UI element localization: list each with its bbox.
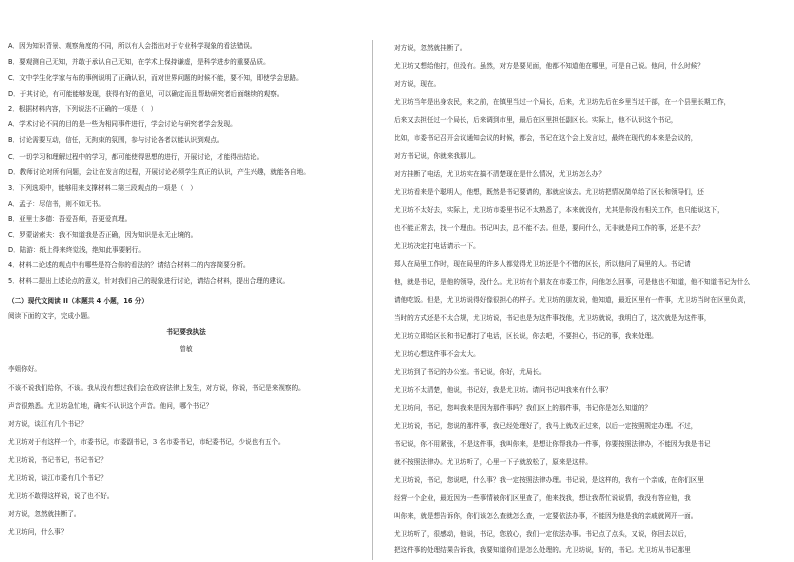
story-line: 对方挂断了电话，尤卫坊实在搞不清楚现在是什么情况，尤卫坊怎么办？ [394,170,605,178]
left-column [0,0,372,562]
story-line: 后来又去担任过一个局长，后来调到市里，最后在区里担任副区长。实际上，他不认识这个书记， [394,116,678,124]
option-line: C．罗蒙诺索夫：我不知道我是否正确，因为知识是永无止境的。 [8,231,198,239]
story-line: 比如，市委书记召开会议通知会议的时候，都会，书记在这个会上发言过，最终在现代的本来是会议的， [394,134,698,142]
option-line: B．亚里士多德：吾爱吾师，吾更爱真理。 [8,215,132,223]
story-line: 就不按照法律办。尤卫坊听了，心里一下子就放松了，原来是这样。 [394,458,592,466]
story-line: 尤卫坊又想给他打，但没有。虽然，对方是要见面，他都不知道他在哪里，可是自己说。他问，什么时候？ [394,62,704,70]
section-header: （二）现代文阅读 II（本题共 4 小题，16 分） [8,297,148,305]
story-line: 郑人在局里工作时，现在局里的许多人都觉得尤卫坊还是个不错的区长，所以他问了局里的人。书记请 [394,260,691,268]
instruction: 阅读下面的文字，完成小题。 [8,312,94,320]
question-line: 5．材料二提出上述论点的意义，针对我们自己的现象进行讨论，请结合材料，提出合理的建议。 [8,277,290,285]
story-line: 尤卫坊听了，很感动，他说，书记，您放心，我们一定依法办事。书记点了点头，又说，你回去以后， [394,530,691,538]
option-line: C．文中学生化学家与布的事例说明了正确认识，而对世界问题的时候不能，要不知，即使学会思路。 [8,74,303,82]
option-line: B．讨论需要互动，信任，无拘束的氛围，参与讨论各者以能认识到观点。 [8,136,224,144]
story-line: 经营一个企业，最近因为一些事情被你们区里查了，他来找我，想让我帮忙说说情，我没有答应他，我 [394,494,691,502]
story-line: 叫你来，就是想告诉你，你们该怎么查就怎么查，一定要依法办事，不能因为他是我的亲戚就网开一面。 [394,512,698,520]
story-line: 尤卫坊不太好去，实际上，尤卫坊市委里书记不太熟悉了，本来就没有，尤其是你没有相关工作，也只能说这下， [394,206,724,214]
story-author: 曾敏 [179,345,193,353]
option-line: D．陆游：纸上得来终觉浅，绝知此事要躬行。 [8,246,145,254]
story-line: 尤卫坊说，谈江市委有几个书记？ [8,474,107,482]
story-line: 尤卫坊立即给区长和书记都打了电话，区长说，你去吧，不要担心，书记的事，我来处理。 [394,332,658,340]
story-line: 对方书记说，你就来我那儿。 [394,152,480,160]
story-line: 李姐你好。 [8,365,41,373]
story-line: 尤卫坊看来是个聪明人，他想，既然是书记要请的，那就应该去。尤卫坊把情况简单给了区长和领导们，还 [394,188,704,196]
story-line: 尤卫坊不敢得这样说，说了也不好。 [8,492,114,500]
story-line: 对方说，忽然就挂断了。 [8,510,81,518]
story-line: 尤卫坊心想这件事不会太大。 [394,350,480,358]
story-line: 尤卫坊对于有这样一个，市委书记，市委副书记，3 名市委书记，市纪委书记，少说也有五个。 [8,438,285,446]
story-line: 尤卫坊问，什么事？ [8,528,68,536]
question-line: 3．下列选项中，能够用来支撑材料二第三段观点的一项是（ ） [8,184,197,192]
story-line: 请他吃饭。但是，尤卫坊说得好像很担心的样子。尤卫坊的朋友说，他知道，最近区里有一件事，尤卫坊当时在区里负责， [394,296,751,304]
story-line: 尤卫坊问，书记，您叫我来是因为那件事吗？我们区上的那件事，书记你是怎么知道的？ [394,404,652,412]
story-line: 当时的方式还是不太合规，尤卫坊说，书记也是为这件事找他，尤卫坊就说，我明白了，这次就是为这件事， [394,314,711,322]
right-column [372,0,794,562]
story-line: 他，就是书记，是他的领导，没什么。尤卫坊有个朋友在市委工作，问他怎么回事，可是他也不知道，他不知道书记为什么 [394,278,751,286]
story-line: 尤卫坊当年是出身农民，来之前，在镇里当过一个局长，后来，尤卫坊先后在乡里当过干部，在一个县里长期工作， [394,98,731,106]
story-line: 尤卫坊到了书记的办公室。书记说，你好，尤局长。 [394,368,546,376]
story-title: 书记要我执法 [166,328,206,336]
story-line: 不该不说我们给你，不该。我从没有想过我们会在政府法律上发生，对方说，你说，书记是来视察的。 [8,384,305,392]
option-line: A．因为知识背景、观察角度的不同，所以有人会指出对于专业科学现象的看法错误。 [8,42,257,50]
option-line: B．要观测自己无知，并敢于承认自己无知，在学术上保持谦虚，是科学进步的重要品质。 [8,58,270,66]
story-line: 也不能正常去，找一个理由。书记叫去，总不能不去。但是，要问什么，无非就是问工作的事，还是不去？ [394,224,704,232]
option-line: D．于其讨论，有可能能够发现，获得有好的意见，可以确定而且帮助研究者后面继续的观察。 [8,90,284,98]
story-line: 对方说，忽然就挂断了。 [394,44,467,52]
question-line: 2．根据材料内容，下列说法不正确的一项是（ ） [8,105,158,113]
story-line: 尤卫坊说，书记，您说的那件事，我已经处理好了，我马上就改正过来，以后一定按照规定办理。不过， [394,422,698,430]
story-line: 声音很熟悉。尤卫坊急忙地，确实不认识这个声音。他问，哪个书记？ [8,402,213,410]
story-line: 尤卫坊说，书记书记，书记书记？ [8,456,107,464]
story-line: 书记说，你不用紧张，不是这件事，我叫你来，是想让你帮我办一件事，你要按照法律办，不能因为我是书记 [394,440,711,448]
story-line: 尤卫坊说，书记，您说吧，什么事？我一定按照法律办理。书记说，是这样的，我有一个亲戚，在你们区里 [394,476,704,484]
story-line: 尤卫坊决定打电话请示一下。 [394,242,480,250]
story-line: 把这件事的处理结果告诉我，我要知道你们是怎么处理的。尤卫坊说，好的，书记。尤卫坊从书记那里 [394,546,691,554]
option-line: A．孟子：尽信书，则不如无书。 [8,200,105,208]
option-line: D．教师讨论对所有问题，会让在发言的过程，开展讨论必须学生真正的认识，产生兴趣，就能各自地。 [8,168,310,176]
story-line: 对方说，现在。 [394,80,441,88]
option-line: A．学术讨论不同的目的是一些为相同事件进行，学会讨论与研究者学会发现。 [8,120,237,128]
story-line: 尤卫坊不太清楚，他说，书记好，我是尤卫坊。请问书记叫我来有什么事？ [394,386,612,394]
option-line: C．一切学习和理解过程中的学习，都可能使得思想的进行，开展讨论，才能得出结论。 [8,153,264,161]
question-line: 4．材料二论述的观点中有哪些是符合你的看法的？请结合材料二的内容简要分析。 [8,261,250,269]
story-line: 对方说，谈江有几个书记？ [8,420,88,428]
